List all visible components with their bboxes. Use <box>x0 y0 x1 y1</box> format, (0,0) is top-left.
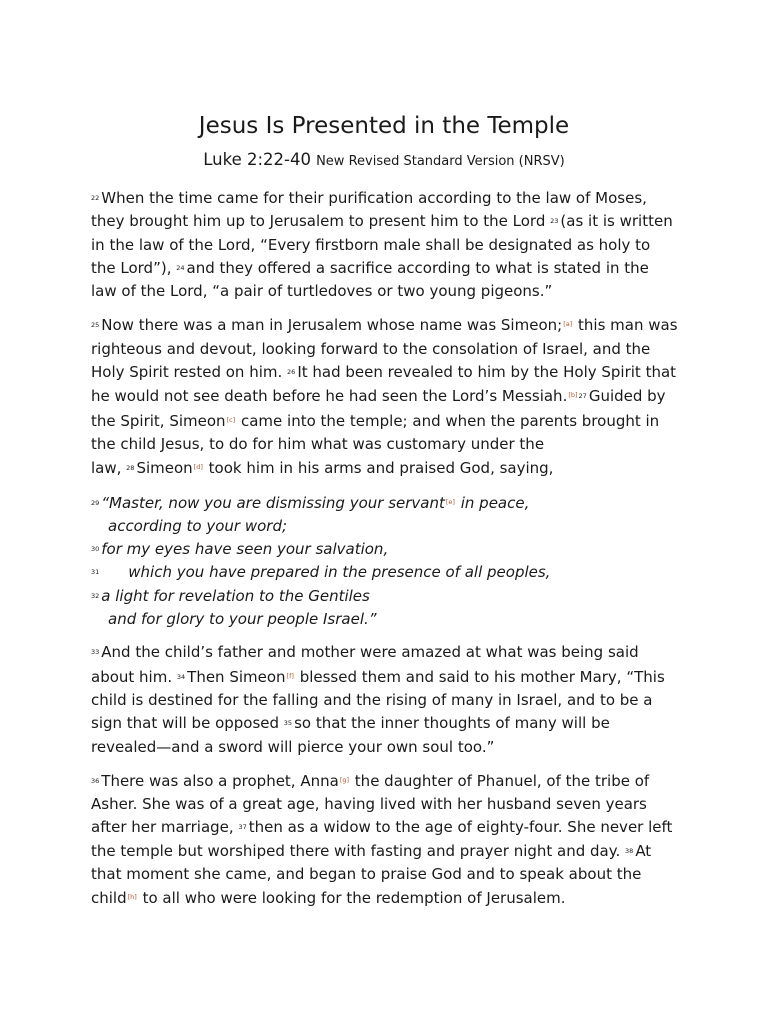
poem-line <box>91 491 691 515</box>
verse-text: There was also a prophet, Anna <box>101 771 339 790</box>
passage-reference-line <box>0 148 768 174</box>
footnote-link[interactable]: [a] <box>563 320 573 329</box>
text-line <box>91 313 691 337</box>
poem-line <box>91 538 691 561</box>
verse-text: after her marriage, <box>91 818 239 837</box>
text-line <box>91 712 691 735</box>
verse-text: a light for revelation to the Gentiles <box>101 586 370 605</box>
verse-number: 23 <box>550 217 559 226</box>
page-title: Jesus Is Presented in the Temple <box>198 113 570 139</box>
verse-text: And the child’s father and mother were amazed at what was being said <box>101 643 639 662</box>
text-line <box>91 187 691 210</box>
text-line: in the law of the Lord, “Every firstborn male shall be designated as holy to <box>91 235 651 254</box>
text-line <box>91 257 691 280</box>
verse-text: then as a widow to the age of eighty-four. She never left <box>248 818 673 837</box>
verse-text: for my eyes have seen your salvation, <box>101 540 389 559</box>
text-line <box>91 816 691 839</box>
footnote-link[interactable]: [d] <box>193 463 203 472</box>
verse-number: 26 <box>287 368 296 377</box>
poem-line: according to your word; <box>108 516 288 535</box>
passage-reference: Luke 2:22-40 <box>203 150 311 169</box>
verse-number: 34 <box>176 672 186 681</box>
poem-line <box>91 585 691 608</box>
text-line <box>91 665 691 689</box>
text-line: righteous and devout, looking forward to the consolation of Israel, and the <box>91 339 651 358</box>
text-line <box>91 456 691 480</box>
text-line <box>91 840 691 863</box>
verse-text: sign that will be opposed <box>91 714 284 733</box>
verse-text: he would not see death before he had seen the Lord’s Messiah. <box>91 387 568 406</box>
poem-line <box>91 561 691 584</box>
verse-text: (as it is written <box>560 212 673 231</box>
paragraph <box>91 769 691 911</box>
footnote-link[interactable]: [b] <box>568 391 578 400</box>
verse-text: the Spirit, Simeon <box>91 411 226 430</box>
verse-text: blessed them and said to his mother Mary, “This <box>294 667 665 686</box>
verse-text: to all who were looking for the redemption of Jerusalem. <box>137 889 566 908</box>
text-line <box>91 210 691 233</box>
scripture-text <box>91 187 691 921</box>
verse-text: “Master, now you are dismissing your servant <box>101 493 445 512</box>
verse-text: this man was <box>573 316 678 335</box>
text-line <box>91 409 691 433</box>
verse-number: 29 <box>91 498 100 507</box>
verse-number: 38 <box>625 846 634 855</box>
verse-number: 32 <box>91 591 100 600</box>
text-line: revealed—and a sword will pierce your own soul too.” <box>91 737 495 756</box>
text-line: Asher. She was of a great age, having lived with her husband seven years <box>91 795 647 814</box>
text-line <box>91 384 691 408</box>
text-line <box>91 769 691 793</box>
verse-text: took him in his arms and praised God, saying, <box>203 459 554 478</box>
verse-number: 36 <box>91 776 100 785</box>
paragraph <box>91 313 691 480</box>
text-line: law of the Lord, “a pair of turtledoves or two young pigeons.” <box>91 282 553 301</box>
footnote-link[interactable]: [g] <box>339 775 350 784</box>
footnote-link[interactable]: [e] <box>445 497 455 506</box>
verse-text: Simeon <box>136 459 193 478</box>
verse-text: which you have prepared in the presence of all peoples, <box>128 563 551 582</box>
verse-text: Holy Spirit rested on him. <box>91 363 288 382</box>
verse-text: law, <box>91 459 127 478</box>
verse-text: the temple but worshiped there with fasting and prayer night and day. <box>91 841 626 860</box>
verse-number: 33 <box>91 648 100 657</box>
verse-text: they brought him up to Jerusalem to present him to the Lord <box>91 212 551 231</box>
paragraph <box>91 187 691 303</box>
verse-text: Guided by <box>588 387 666 406</box>
text-line <box>91 641 691 664</box>
verse-number: 25 <box>91 321 100 330</box>
verse-number: 22 <box>91 194 100 202</box>
text-line <box>91 886 691 910</box>
verse-text: Then Simeon <box>187 667 286 686</box>
footnote-link[interactable]: [c] <box>226 415 236 424</box>
verse-number: 27 <box>578 392 587 401</box>
verse-text: about him. <box>91 667 177 686</box>
poem-line: and for glory to your people Israel.” <box>108 610 377 629</box>
verse-text: When the time came for their purification according to the law of Moses, <box>101 189 647 207</box>
verse-text: in peace, <box>455 493 530 512</box>
verse-text: It had been revealed to him by the Holy Spirit that <box>297 363 677 382</box>
verse-text: the Lord”), <box>91 258 177 277</box>
verse-number: 35 <box>283 719 293 728</box>
paragraph <box>91 641 691 758</box>
verse-number: 24 <box>176 263 185 272</box>
verse-number: 37 <box>238 823 247 832</box>
verse-text: Now there was a man in Jerusalem whose name was Simeon; <box>101 316 563 335</box>
text-line <box>91 361 691 384</box>
text-line: that moment she came, and began to praise God and to speak about the <box>91 865 642 884</box>
verse-number: 31 <box>91 568 100 577</box>
verse-text: At <box>635 841 652 860</box>
footnote-link[interactable]: [f] <box>286 671 294 680</box>
verse-text: child <box>91 889 127 908</box>
text-line: the child Jesus, to do for him what was customary under the <box>91 434 545 453</box>
poetry-block <box>91 491 691 632</box>
verse-text: and they offered a sacrifice according to what is stated in the <box>186 258 649 277</box>
text-line: child is destined for the falling and the rising of many in Israel, and to be a <box>91 690 653 709</box>
verse-number: 30 <box>91 545 100 554</box>
bible-version: New Revised Standard Version (NRSV) <box>316 154 565 169</box>
verse-text: so that the inner thoughts of many will be <box>294 714 610 733</box>
verse-text: the daughter of Phanuel, of the tribe of <box>350 771 650 790</box>
footnote-link[interactable]: [h] <box>127 893 137 902</box>
verse-number: 28 <box>126 464 135 473</box>
verse-text: came into the temple; and when the parents brought in <box>236 411 660 430</box>
